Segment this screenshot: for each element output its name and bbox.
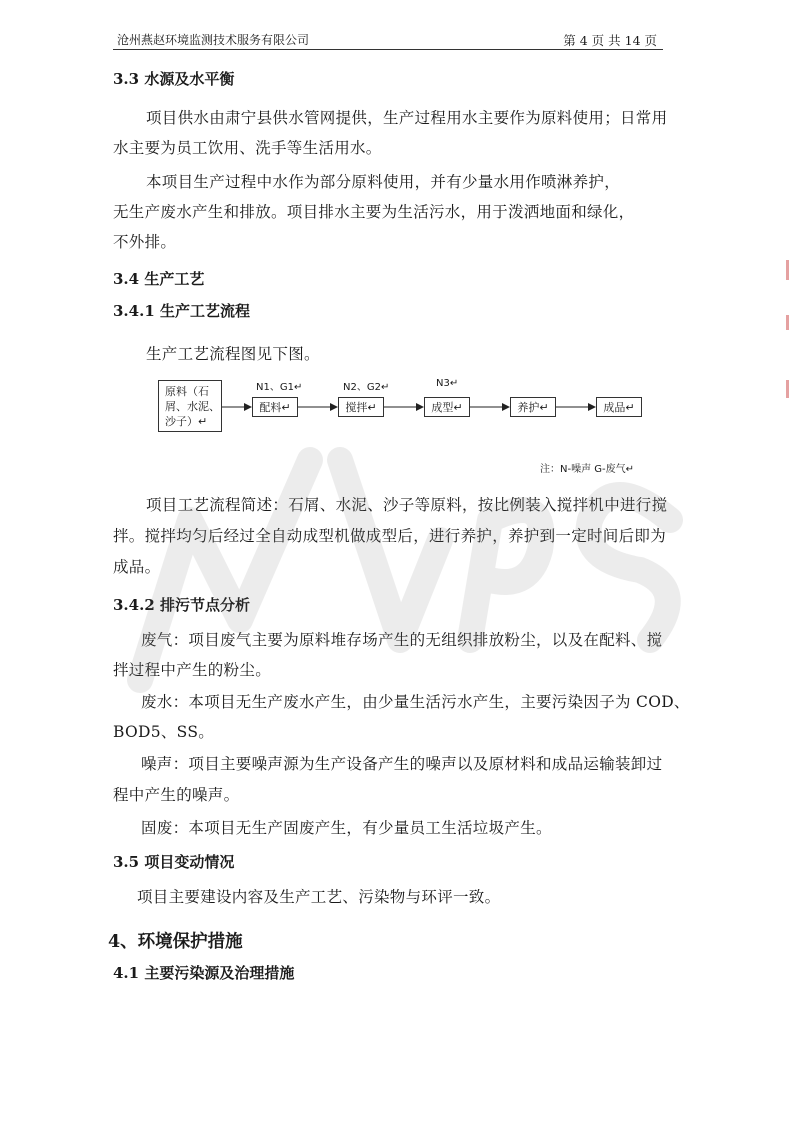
scan-edge-mark — [786, 260, 789, 280]
s33-para2-line3: 不外排。 — [113, 233, 177, 251]
section-3-4-1-title: 3.4.1 生产工艺流程 — [113, 302, 250, 320]
page-header — [113, 27, 663, 50]
s33-para2-line1: 本项目生产过程中水作为部分原料使用，并有少量水用作喷淋养护， — [146, 173, 621, 191]
section-4-1-title: 4.1 主要污染源及治理措施 — [113, 964, 295, 982]
section-3-4-title: 3.4 生产工艺 — [113, 270, 205, 288]
flow-step-batching: 配料↵ — [252, 397, 298, 417]
flow-step-forming: 成型↵ — [424, 397, 470, 417]
s33-para1-line1: 项目供水由肃宁县供水管网提供，生产过程用水主要作为原料使用；日常用 — [146, 109, 668, 127]
flow-label-n2g2: N2、G2↵ — [343, 382, 390, 393]
section-3-3-title: 3.3 水源及水平衡 — [113, 70, 235, 88]
section-4-title: 4、环境保护措施 — [108, 932, 243, 952]
s342-waste-gas-line1: 废气：项目废气主要为原料堆存场产生的无组织排放粉尘，以及在配料、搅 — [141, 631, 663, 649]
s342-waste-water-line2: BOD5、SS。 — [113, 723, 215, 741]
flow-legend-note: 注：N-噪声 G-废气↵ — [540, 464, 635, 475]
s342-waste-water-line1: 废水：本项目无生产废水产生，由少量生活污水产生，主要污染因子为 COD、 — [141, 693, 690, 711]
flow-label-n1g1: N1、G1↵ — [256, 382, 303, 393]
s341-intro: 生产工艺流程图见下图。 — [146, 345, 320, 363]
flow-step-mixing: 搅拌↵ — [338, 397, 384, 417]
s33-para1-line2: 水主要为员工饮用、洗手等生活用水。 — [113, 139, 382, 157]
section-3-4-2-title: 3.4.2 排污节点分析 — [113, 596, 250, 614]
s341-desc-line1: 项目工艺流程简述：石屑、水泥、沙子等原料，按比例装入搅拌机中进行搅 — [146, 496, 668, 514]
flow-label-n3: N3↵ — [436, 378, 459, 389]
s33-para2-line2: 无生产废水产生和排放。项目排水主要为生活污水，用于泼洒地面和绿化， — [113, 203, 635, 221]
page-number: 第 4 页 共 14 页 — [563, 33, 657, 48]
process-flowchart — [150, 372, 650, 482]
s342-solid-waste: 固废：本项目无生产固废产生，有少量员工生活垃圾产生。 — [141, 819, 552, 837]
s342-noise-line2: 程中产生的噪声。 — [113, 786, 240, 804]
s342-noise-line1: 噪声：项目主要噪声源为生产设备产生的噪声以及原材料和成品运输装卸过 — [141, 755, 663, 773]
s342-waste-gas-line2: 拌过程中产生的粉尘。 — [113, 661, 272, 679]
s341-desc-line3: 成品。 — [113, 558, 161, 576]
s35-para: 项目主要建设内容及生产工艺、污染物与环评一致。 — [137, 888, 501, 906]
s341-desc-line2: 拌。搅拌均匀后经过全自动成型机做成型后，进行养护，养护到一定时间后即为 — [113, 527, 667, 545]
flow-step-curing: 养护↵ — [510, 397, 556, 417]
scan-edge-mark — [786, 380, 789, 398]
company-name: 沧州燕赵环境监测技术服务有限公司 — [117, 33, 310, 47]
scan-edge-mark — [786, 315, 789, 330]
flow-raw-materials-box: 原料（石 屑、水泥、 沙子）↵ — [158, 380, 222, 432]
flow-step-product: 成品↵ — [596, 397, 642, 417]
section-3-5-title: 3.5 项目变动情况 — [113, 853, 235, 871]
